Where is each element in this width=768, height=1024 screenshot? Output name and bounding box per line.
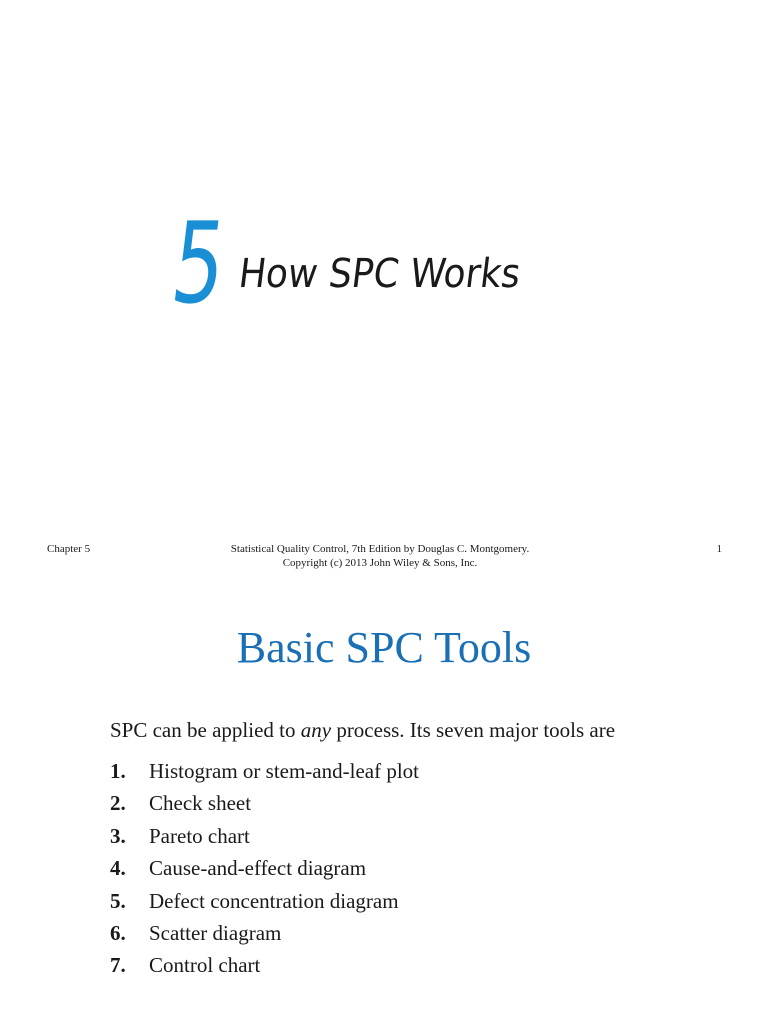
slide-title: Basic SPC Tools bbox=[236, 623, 532, 672]
list-item bbox=[110, 756, 419, 788]
list-item bbox=[110, 918, 419, 950]
list-item-label: Histogram or stem-and-leaf plot bbox=[149, 759, 420, 783]
intro-sentence bbox=[110, 716, 615, 744]
list-item bbox=[110, 788, 419, 820]
spc-tools-list bbox=[110, 756, 419, 983]
list-item-label: Defect concentration diagram bbox=[149, 888, 399, 913]
list-item bbox=[110, 821, 419, 853]
list-item-label: Scatter diagram bbox=[149, 920, 282, 945]
footer-book-title: Statistical Quality Control, 7th Edition by Douglas C. Montgomery. bbox=[230, 543, 530, 555]
list-item bbox=[110, 950, 419, 982]
list-item-number: 3. bbox=[110, 823, 126, 848]
intro-text-after: process. Its seven major tools are bbox=[331, 718, 616, 742]
footer-chapter: Chapter 5 bbox=[47, 543, 91, 555]
list-item bbox=[110, 853, 419, 885]
intro-text-before: SPC can be applied to bbox=[110, 718, 301, 742]
list-item-label: Pareto chart bbox=[149, 823, 250, 848]
list-item-number: 5. bbox=[110, 888, 126, 913]
footer-page-number: 1 bbox=[716, 543, 722, 555]
list-item-number: 4. bbox=[110, 856, 126, 881]
list-item-number: 2. bbox=[110, 791, 126, 816]
list-item bbox=[110, 886, 419, 918]
list-item-label: Check sheet bbox=[149, 791, 252, 816]
list-item-number: 6. bbox=[110, 920, 126, 945]
footer-book-info bbox=[170, 542, 590, 570]
list-item-label: Control chart bbox=[149, 953, 261, 978]
intro-emphasis: any bbox=[300, 718, 332, 742]
chapter-heading bbox=[165, 199, 600, 329]
list-item-label: Cause-and-effect diagram bbox=[149, 856, 367, 881]
chapter-title: How SPC Works bbox=[236, 251, 523, 297]
list-item-number: 1. bbox=[110, 759, 126, 783]
chapter-number: 5 bbox=[165, 199, 233, 329]
list-item-number: 7. bbox=[110, 953, 126, 978]
footer-copyright: Copyright (c) 2013 John Wiley & Sons, Inc. bbox=[282, 557, 478, 569]
